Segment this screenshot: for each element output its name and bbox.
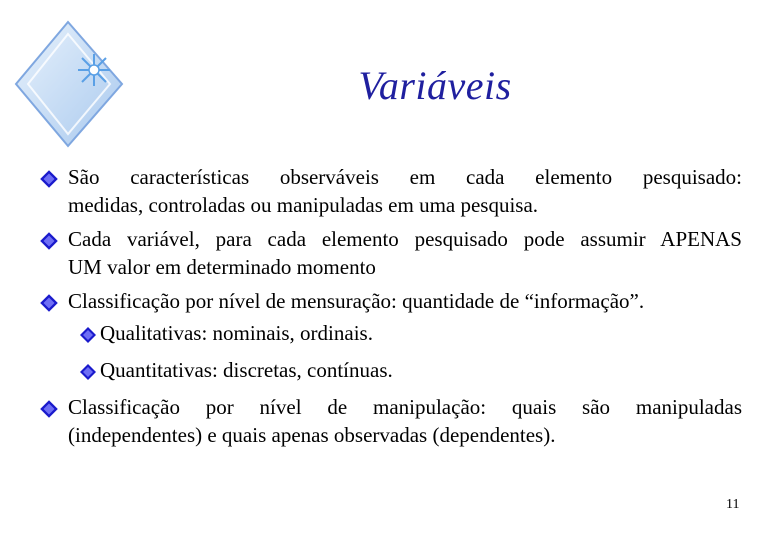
bullet-4-line-2: (independentes) e quais apenas observadas (dependentes). [68, 423, 556, 447]
diamond-bullet-icon [38, 398, 60, 420]
diamond-bullet-icon [78, 325, 98, 345]
bullet-2-line-2: UM valor em determinado momento [68, 255, 376, 279]
bullet-3-line-1: Classificação por nível de mensuração: quantidade de “informação”. [68, 289, 645, 313]
diamond-bullet-icon [38, 230, 60, 252]
subitem-quantitativas: Quantitativas: discretas, contínuas. [100, 358, 393, 382]
diamond-bullet-icon [78, 362, 98, 382]
slide-title: Variáveis [358, 63, 512, 108]
bullet-1-line-2: medidas, controladas ou manipuladas em uma pesquisa. [68, 193, 539, 217]
bullet-2-line-1: Cada variável, para cada elemento pesquisado pode assumir APENAS [68, 227, 742, 251]
page-number: 11 [726, 497, 740, 512]
subitem-qualitativas: Qualitativas: nominais, ordinais. [100, 321, 373, 345]
diamond-bullet-icon [38, 292, 60, 314]
diamond-bullet-icon [38, 168, 60, 190]
bullet-4-line-1: Classificação por nível de manipulação: quais são manipuladas [68, 395, 742, 419]
bullet-1-line-1: São características observáveis em cada elemento pesquisado: [68, 165, 742, 189]
